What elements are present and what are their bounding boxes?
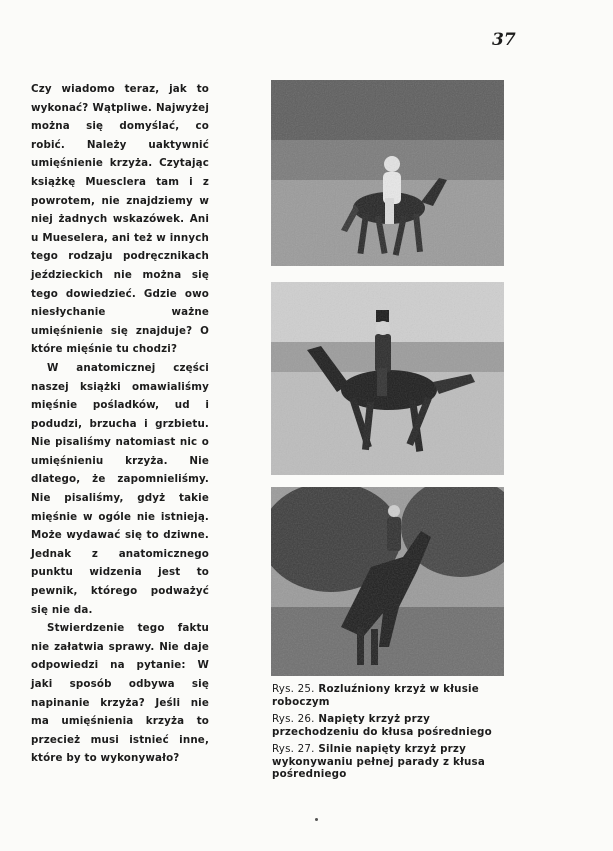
caption-rys-26: [272, 713, 504, 738]
paragraph-2: W anatomicznej części naszej książki omawialiśmy mięśnie pośladków, ud i podudzi, brzucha i grzbietu. Nie pisaliśmy natomiast nic o umięśnieniu krzyża. Nie dlatego, że zapomnieliśmy. Nie pisaliśmy, gdyż takie mięśnie w ogóle nie istnieją. Może wydawać się to dziwne. Jednak z anatomicznego punktu widzenia jest to pewnik, którego podważyć się nie da.: [31, 361, 209, 616]
caption-label: Rys. 25.: [272, 683, 315, 695]
caption-label: Rys. 26.: [272, 713, 315, 725]
caption-label: Rys. 27.: [272, 743, 315, 755]
page-number: 37: [492, 30, 516, 50]
caption-text: Silnie napięty krzyż przy wykonywaniu pełnej parady z kłusa pośredniego: [272, 743, 486, 780]
paragraph-3: Stwierdzenie tego faktu nie załatwia sprawy. Nie daje odpowiedzi na pytanie: W jaki sposób odbywa się napinanie krzyża? Jeśli nie ma umięśnienia krzyża to przecież musi istnieć inne, które by to wykonywało?: [31, 622, 209, 765]
paragraph-1: Czy wiadomo teraz, jak to wykonać? Wątpliwe. Najwyżej można się domyślać, co robić. Należy uaktywnić umięśnienie krzyża. Czytając książkę Muesclera tam i z powrotem, nie znajdziemy w niej żadnych wskazówek. Ani u Mueselera, ani też w innych tego rodzaju podręcznikach jeździeckich nie można się tego dowiedzieć. Gdzie owo niesłychanie ważne umięśnienie się znajduje? O które mięśnie tu chodzi?: [31, 83, 209, 356]
caption-text: Rozluźniony krzyż w kłusie roboczym: [272, 683, 479, 708]
figure-25-photo: [271, 80, 504, 266]
print-speck: [315, 818, 318, 821]
caption-text: Napięty krzyż przy przechodzeniu do kłusa pośredniego: [272, 713, 492, 738]
body-text-column: [31, 80, 209, 768]
caption-rys-27: [272, 743, 504, 781]
figure-27-photo: [271, 487, 504, 676]
figure-26-photo: [271, 282, 504, 475]
figure-captions: [272, 683, 504, 786]
caption-rys-25: [272, 683, 504, 708]
